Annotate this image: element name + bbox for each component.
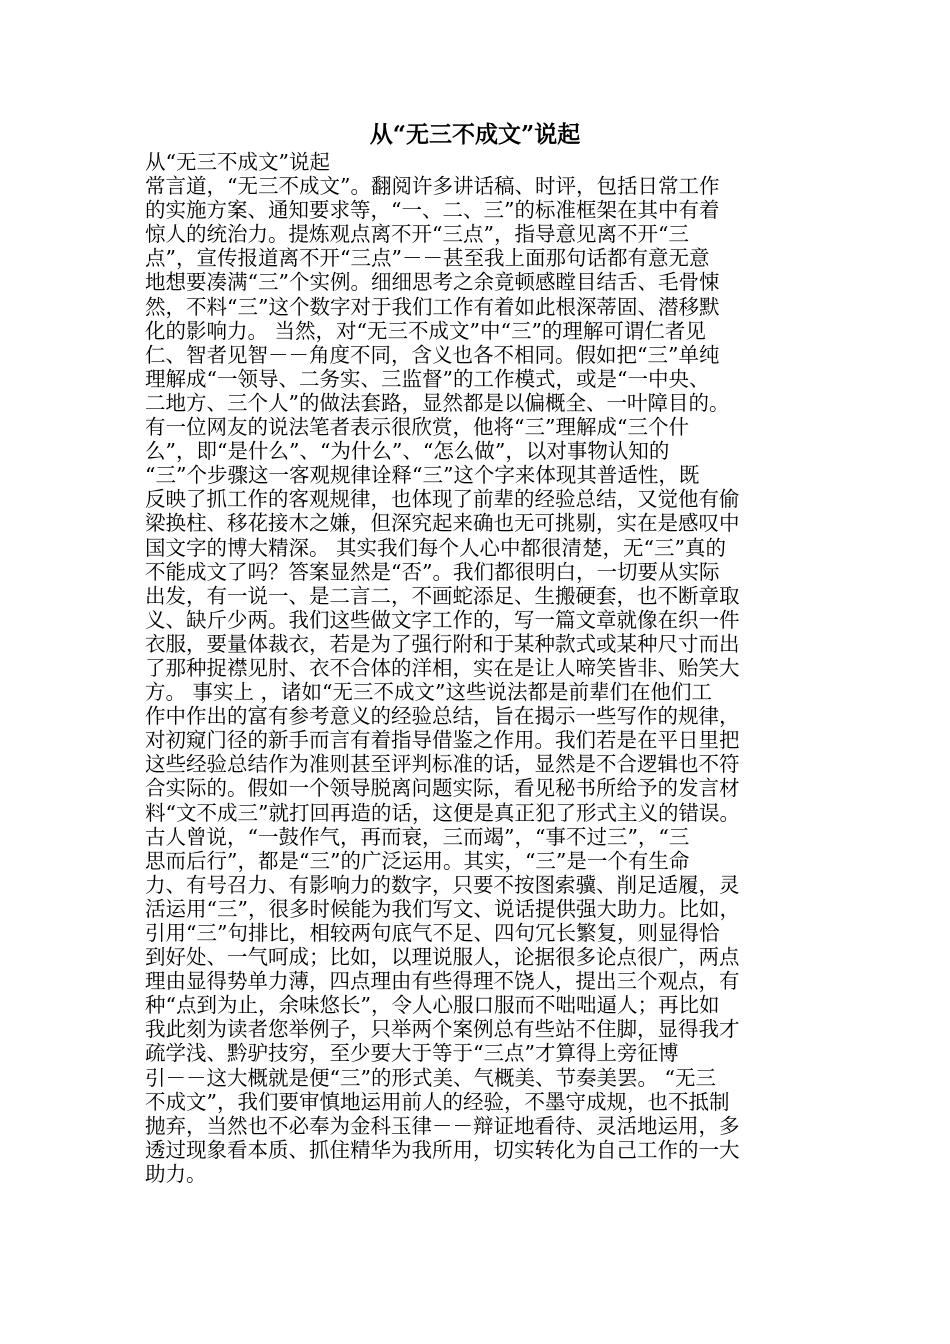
text-line: 力、有号召力、有影响力的数字，只要不按图索骥、削足适履，灵 bbox=[145, 872, 740, 897]
text-line: 反映了抓工作的客观规律，也体现了前辈的经验总结，又觉他有偷 bbox=[145, 487, 740, 512]
text-line: 助力。 bbox=[145, 1161, 207, 1186]
text-line: 理由显得势单力薄，四点理由有些得理不饶人，提出三个观点，有 bbox=[145, 969, 740, 994]
text-line: 点”，宣传报道离不开“三点”－－甚至我上面那句话都有意无意 bbox=[145, 246, 710, 271]
text-line: 合实际的。假如一个领导脱离问题实际，看见秘书所给予的发言材 bbox=[145, 776, 740, 801]
text-line: 到好处、一气呵成；比如，以理说服人，论据很多论点很广，两点 bbox=[145, 945, 740, 970]
text-line: 梁换柱、移花接木之嫌，但深究起来确也无可挑剔，实在是感叹中 bbox=[145, 511, 740, 536]
text-line: 不能成文了吗？答案显然是“否”。我们都很明白，一切要从实际 bbox=[145, 559, 720, 584]
text-line: 料“文不成三”就打回再造的话，这便是真正犯了形式主义的错误。 bbox=[145, 800, 740, 825]
text-line: 思而后行”，都是“三”的广泛运用。其实，“三”是一个有生命 bbox=[145, 848, 690, 873]
text-line: 引－－这大概就是便“三”的形式美、气概美、节奏美罢。 “无三 bbox=[145, 1065, 716, 1090]
text-line: 从“无三不成文”说起 bbox=[145, 150, 330, 174]
text-line: 惊人的统治力。提炼观点离不开“三点”，指导意见离不开“三 bbox=[145, 222, 689, 247]
text-line: 理解成“一领导、二务实、三监督”的工作模式，或是“一中央、 bbox=[145, 366, 710, 391]
text-line: 引用“三”句排比，相较两句底气不足、四句冗长繁复，则显得恰 bbox=[145, 921, 720, 945]
document-title: 从“无三不成文”说起 bbox=[369, 121, 581, 148]
text-line: 方。 事实上 ，诸如“无三不成文”这些说法都是前辈们在他们工 bbox=[145, 680, 712, 705]
text-line: 二地方、三个人”的做法套路，显然都是以偏概全、一叶障目的。 bbox=[145, 390, 730, 415]
text-line: “三”个步骤这一客观规律诠释“三”这个字来体现其普适性，既 bbox=[145, 463, 700, 488]
text-line: 疏学浅、黔驴技穷，至少要大于等于“三点”才算得上旁征博 bbox=[145, 1041, 679, 1066]
text-line: 对初窥门径的新手而言有着指导借鉴之作用。我们若是在平日里把 bbox=[145, 728, 740, 753]
text-line: 么”，即“是什么”、“为什么”、“怎么做”，以对事物认知的 bbox=[145, 439, 670, 464]
text-line: 抛弃，当然也不必奉为金科玉律－－辩证地看待、灵活地运用，多 bbox=[145, 1113, 740, 1138]
text-line: 出发，有一说一、是二言二，不画蛇添足、生搬硬套，也不断章取 bbox=[145, 583, 740, 608]
text-line: 有一位网友的说法笔者表示很欣赏，他将“三”理解成“三个什 bbox=[145, 415, 689, 440]
text-line: 不成文”，我们要审慎地运用前人的经验，不墨守成规，也不抵制 bbox=[145, 1089, 730, 1114]
text-line: 我此刻为读者您举例子，只举两个案例总有些站不住脚，显得我才 bbox=[145, 1017, 740, 1042]
text-line: 种“点到为止，余味悠长”，令人心服口服而不咄咄逼人；再比如 bbox=[145, 993, 720, 1018]
text-line: 衣服，要量体裁衣，若是为了强行附和于某种款式或某种尺寸而出 bbox=[145, 631, 740, 656]
text-line: 化的影响力。 当然，对“无三不成文”中“三”的理解可谓仁者见 bbox=[145, 318, 706, 343]
text-line: 常言道，“无三不成文”。翻阅许多讲话稿、时评，包括日常工作 bbox=[145, 174, 720, 199]
text-line: 这些经验总结作为准则甚至评判标准的话，显然是不合逻辑也不符 bbox=[145, 752, 740, 777]
document-body bbox=[145, 150, 810, 1186]
text-line: 国文字的博大精深。 其实我们每个人心中都很清楚，无“三”真的 bbox=[145, 535, 726, 560]
text-line: 古人曾说，“一鼓作气，再而衰，三而竭”，“事不过三”，“三 bbox=[145, 824, 690, 849]
text-line: 透过现象看本质、抓住精华为我所用，切实转化为自己工作的一大 bbox=[145, 1137, 740, 1162]
text-line: 的实施方案、通知要求等，“一、二、三”的标准框架在其中有着 bbox=[145, 198, 720, 223]
text-line: 活运用“三”，很多时候能为我们写文、说话提供强大助力。比如， bbox=[145, 896, 740, 921]
text-line: 然，不料“三”这个数字对于我们工作有着如此根深蒂固、潜移默 bbox=[145, 294, 720, 319]
text-line: 仁、智者见智－－角度不同，含义也各不相同。假如把“三”单纯 bbox=[145, 342, 720, 367]
text-line: 义、缺斤少两。我们这些做文字工作的，写一篇文章就像在织一件 bbox=[145, 607, 740, 632]
text-line: 了那种捉襟见肘、衣不合体的洋相，实在是让人啼笑皆非、贻笑大 bbox=[145, 655, 740, 680]
text-line: 地想要凑满“三”个实例。细细思考之余竟顿感瞠目结舌、毛骨悚 bbox=[145, 270, 720, 295]
text-line: 作中作出的富有参考意义的经验总结，旨在揭示一些写作的规律， bbox=[145, 704, 740, 729]
